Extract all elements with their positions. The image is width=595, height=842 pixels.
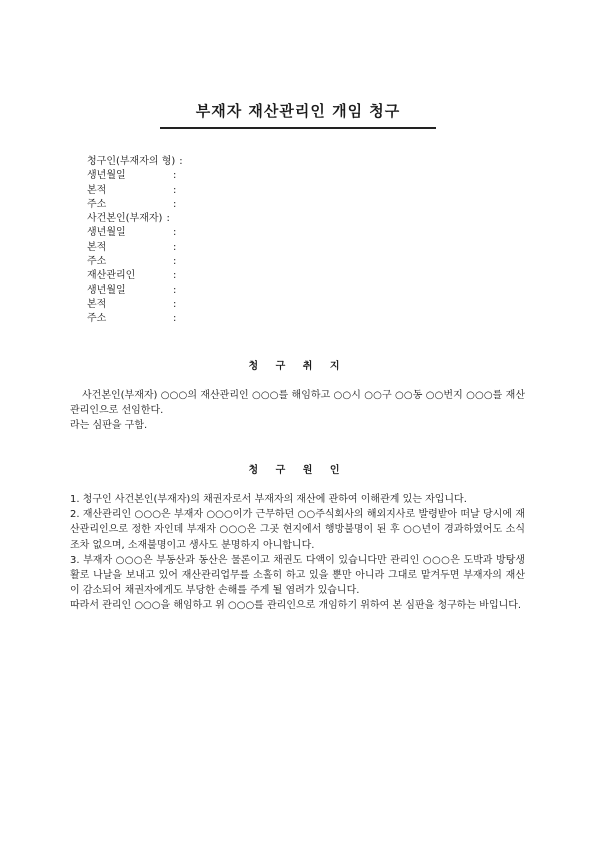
- party-line: [87, 312, 183, 326]
- party-line: [87, 198, 183, 212]
- party-field-label: 생년월일: [87, 227, 126, 239]
- cause-heading: 청 구 원 인: [248, 465, 347, 476]
- party-line: [87, 212, 183, 226]
- party-line: [87, 269, 183, 283]
- party-field-label: 주소: [87, 198, 107, 210]
- party-field-colon: :: [173, 256, 177, 268]
- cause-conclusion: 따라서 관리인 ○○○을 해임하고 위 ○○○를 관리인으로 개임하기 위하여 본 심판을 청구하는 바입니다.: [70, 600, 522, 612]
- party-field-colon: :: [173, 313, 177, 325]
- party-field-label: 주소: [87, 256, 107, 268]
- party-line: [87, 169, 183, 183]
- party-line: [87, 155, 183, 169]
- purpose-body: [70, 388, 525, 434]
- party-field-colon: :: [173, 298, 177, 310]
- purpose-paragraph: 사건본인(부재자) ○○○의 재산관리인 ○○○를 해임하고 ○○시 ○○구 ○○동 ○○번지 ○○○를 재산관리인으로 선임한다.: [70, 390, 525, 417]
- purpose-closing: 라는 심판을 구함.: [70, 420, 148, 432]
- party-field-colon: :: [173, 198, 177, 210]
- party-field-colon: :: [179, 156, 183, 167]
- party-field-label: 주소: [87, 313, 107, 325]
- party-field-label: 본적: [87, 241, 107, 253]
- party-info-block: [87, 155, 183, 327]
- party-field-colon: :: [173, 170, 177, 182]
- purpose-heading: 청 구 취 지: [248, 361, 347, 372]
- party-field-label: 재산관리인: [87, 270, 136, 282]
- document-title: 부재자 재산관리인 개임 청구: [195, 102, 401, 120]
- party-field-label: 청구인(부재자의 형): [87, 156, 176, 167]
- party-line: [87, 255, 183, 269]
- party-field-colon: :: [173, 270, 177, 282]
- party-field-label: 사건본인(부재자): [87, 213, 163, 225]
- cause-body: [70, 492, 525, 614]
- party-field-label: 생년월일: [87, 170, 126, 182]
- party-field-label: 생년월일: [87, 284, 126, 296]
- party-field-colon: :: [173, 184, 177, 196]
- cause-paragraph-1: 1. 청구인 사건본인(부재자)의 채권자로서 부재자의 재산에 관하여 이해관계 있는 자입니다.: [70, 494, 467, 505]
- party-line: [87, 241, 183, 255]
- cause-paragraph-2: 2. 재산관리인 ○○○은 부재자 ○○○이가 근무하던 ○○주식회사의 해외지사로 발령받아 떠날 당시에 재산관리인으로 정한 자인데 부재자 ○○○은 그곳 현지에서 행방불명이 된 후 ○○년이 경과하였어도 소식조차 없으며, 소재불명이고 생사도 분명하지 아니합니다.: [70, 509, 525, 551]
- party-field-colon: :: [173, 227, 177, 239]
- party-field-colon: :: [173, 241, 177, 253]
- party-line: [87, 298, 183, 312]
- party-line: [87, 284, 183, 298]
- party-line: [87, 184, 183, 198]
- party-line: [87, 226, 183, 240]
- party-field-label: 본적: [87, 298, 107, 310]
- party-field-colon: :: [166, 213, 170, 225]
- cause-paragraph-3: 3. 부재자 ○○○은 부동산과 동산은 물론이고 채권도 다액이 있습니다만 관리인 ○○○은 도박과 방탕생활로 나날을 보내고 있어 재산관리업무를 소홀히 하고 있을 뿐만 아니라 그대로 맡겨두면 부재자의 재산이 감소되어 채권자에게도 부당한 손해를 주게 될 염려가 있습니다.: [70, 554, 525, 597]
- party-field-colon: :: [173, 284, 177, 296]
- title-underline: [160, 127, 436, 129]
- party-field-label: 본적: [87, 184, 107, 196]
